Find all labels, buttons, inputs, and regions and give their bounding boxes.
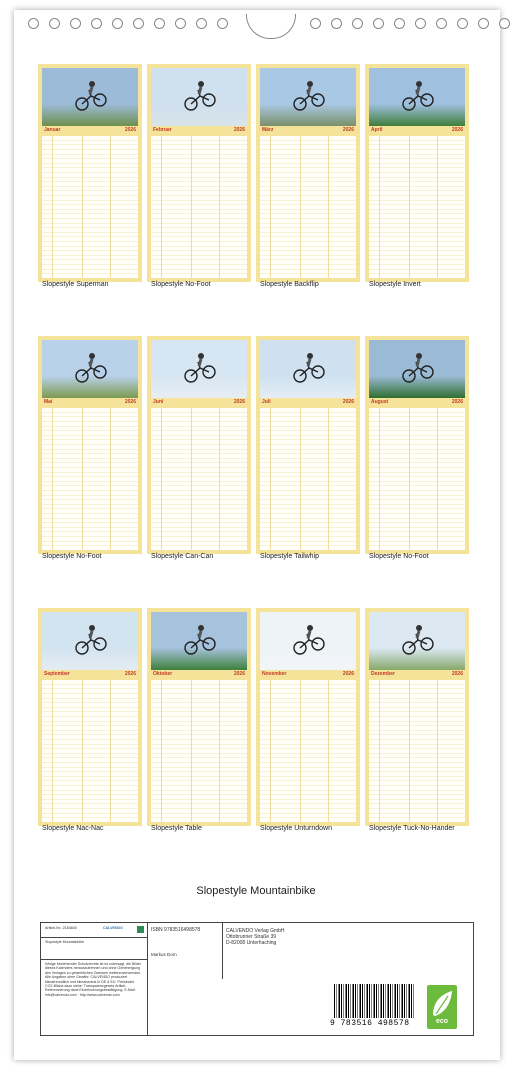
binding-hole — [373, 18, 384, 29]
barcode — [326, 979, 421, 1031]
info-left-column — [41, 923, 148, 1035]
month-name: Dezember — [371, 671, 395, 677]
month-panel — [256, 608, 360, 826]
binding-hole — [70, 18, 81, 29]
month-panel — [147, 64, 251, 282]
binding-hole — [352, 18, 363, 29]
month-header — [260, 126, 356, 135]
photo-caption: Slopestyle Table — [151, 825, 202, 832]
day-grid — [151, 680, 247, 822]
month-panel — [38, 608, 142, 826]
isbn: ISBN 9783516498578 — [151, 927, 201, 933]
month-name: November — [262, 671, 287, 677]
info-box — [40, 922, 474, 1036]
photo-caption: Slopestyle Can-Can — [151, 553, 214, 560]
month-panel — [38, 336, 142, 554]
month-header — [42, 398, 138, 407]
author: Markus Dorn — [151, 952, 177, 957]
calvendo-logo: CALVENDO — [103, 926, 123, 930]
month-header — [151, 398, 247, 407]
month-panel — [38, 64, 142, 282]
month-panel — [365, 336, 469, 554]
rider-photo — [151, 340, 247, 398]
calendar-title: Slopestyle Mountainbike — [196, 885, 316, 897]
rider-photo — [260, 612, 356, 670]
month-year: 2026 — [233, 399, 245, 405]
month-year: 2026 — [233, 127, 245, 133]
day-grid — [42, 136, 138, 278]
photo-caption: Slopestyle Backflip — [260, 281, 319, 288]
binding-hole — [478, 18, 489, 29]
month-year: 2026 — [342, 399, 354, 405]
month-name: Juni — [153, 399, 164, 405]
binding-hole — [91, 18, 102, 29]
month-panel — [256, 64, 360, 282]
photo-caption: Slopestyle Unturndown — [260, 825, 332, 832]
brand-square-icon — [137, 926, 144, 933]
article-number: Artikel-Nr.: 2184840 — [45, 926, 77, 930]
photo-caption: Slopestyle Tuck-No-Hander — [369, 825, 455, 832]
barcode-digits: 9 783516 498578 — [330, 1019, 410, 1028]
month-name: Mai — [44, 399, 53, 405]
month-panel — [256, 336, 360, 554]
month-header — [42, 670, 138, 679]
eco-badge — [427, 985, 457, 1029]
photo-caption: Slopestyle No-Foot — [369, 553, 429, 560]
month-name: März — [262, 127, 274, 133]
binding-hole — [457, 18, 468, 29]
month-name: Juli — [262, 399, 271, 405]
photo-caption: Slopestyle Tailwhip — [260, 553, 320, 560]
binding-hole — [175, 18, 186, 29]
month-panel — [365, 64, 469, 282]
month-header — [260, 670, 356, 679]
month-year: 2026 — [124, 671, 136, 677]
eco-label: eco — [435, 1018, 449, 1025]
binding-hole — [436, 18, 447, 29]
binding-hole — [154, 18, 165, 29]
month-year: 2026 — [342, 127, 354, 133]
day-grid — [42, 408, 138, 550]
rider-photo — [260, 68, 356, 126]
rider-photo — [151, 68, 247, 126]
binding-hole — [394, 18, 405, 29]
month-year: 2026 — [451, 399, 463, 405]
product-name: Slopestyle Mountainbike — [45, 940, 84, 944]
month-year: 2026 — [233, 671, 245, 677]
rider-photo — [42, 68, 138, 126]
month-year: 2026 — [451, 671, 463, 677]
month-panel — [147, 336, 251, 554]
day-grid — [369, 408, 465, 550]
rider-photo — [369, 68, 465, 126]
day-grid — [151, 136, 247, 278]
publisher: CALVENDO Verlag GmbH Ottobrunner Straße 39 D-82008 Unterhaching — [226, 928, 285, 946]
barcode-bars — [334, 984, 414, 1018]
binding-hole — [310, 18, 321, 29]
legal-text: Infolge bestehender Schutzrechte ist es untersagt, die Bilder dieses Kalenders herauszutrennen und ohne Genehmigung des Verlages zu gewerblichen Zwecken weiterzuverwenden. Alle Angaben ohne Gewähr. CALVENDO produziert klimafreundlich und klimaneutral in DE & EU. Preisindex CO2-Bilanz dazu siehe: Transparenzgesetz Artikel-Referenzierung dank Einzelnutzungsbestätigung. E-Mail: info@calvendo.com · http://www.calvendo.com — [45, 962, 142, 997]
day-grid — [260, 408, 356, 550]
rider-photo — [369, 612, 465, 670]
month-name: August — [371, 399, 389, 405]
month-name: Februar — [153, 127, 172, 133]
photo-caption: Slopestyle Superman — [42, 281, 109, 288]
month-header — [369, 398, 465, 407]
day-grid — [260, 680, 356, 822]
month-panel — [365, 608, 469, 826]
day-grid — [260, 136, 356, 278]
month-header — [42, 126, 138, 135]
binding-hole — [133, 18, 144, 29]
month-header — [151, 670, 247, 679]
month-header — [369, 670, 465, 679]
photo-caption: Slopestyle Nac-Nac — [42, 825, 104, 832]
month-header — [151, 126, 247, 135]
photo-caption: Slopestyle No-Foot — [151, 281, 211, 288]
day-grid — [369, 680, 465, 822]
photo-caption: Slopestyle No-Foot — [42, 553, 102, 560]
month-year: 2026 — [124, 127, 136, 133]
binding-hole — [331, 18, 342, 29]
month-name: September — [44, 671, 70, 677]
day-grid — [42, 680, 138, 822]
month-name: Oktober — [153, 671, 173, 677]
rider-photo — [260, 340, 356, 398]
day-grid — [369, 136, 465, 278]
binding-hole — [499, 18, 510, 29]
binding-hole — [196, 18, 207, 29]
binding-hole — [217, 18, 228, 29]
rider-photo — [42, 340, 138, 398]
month-year: 2026 — [342, 671, 354, 677]
month-header — [260, 398, 356, 407]
month-panel — [147, 608, 251, 826]
binding-hole — [49, 18, 60, 29]
month-year: 2026 — [124, 399, 136, 405]
month-header — [369, 126, 465, 135]
month-year: 2026 — [451, 127, 463, 133]
day-grid — [151, 408, 247, 550]
rider-photo — [369, 340, 465, 398]
rider-photo — [42, 612, 138, 670]
binding-hole — [28, 18, 39, 29]
month-name: Januar — [44, 127, 61, 133]
hanger-hook — [246, 14, 296, 39]
binding-hole — [112, 18, 123, 29]
month-name: April — [371, 127, 383, 133]
rider-photo — [151, 612, 247, 670]
photo-caption: Slopestyle Invert — [369, 281, 421, 288]
binding-hole — [415, 18, 426, 29]
